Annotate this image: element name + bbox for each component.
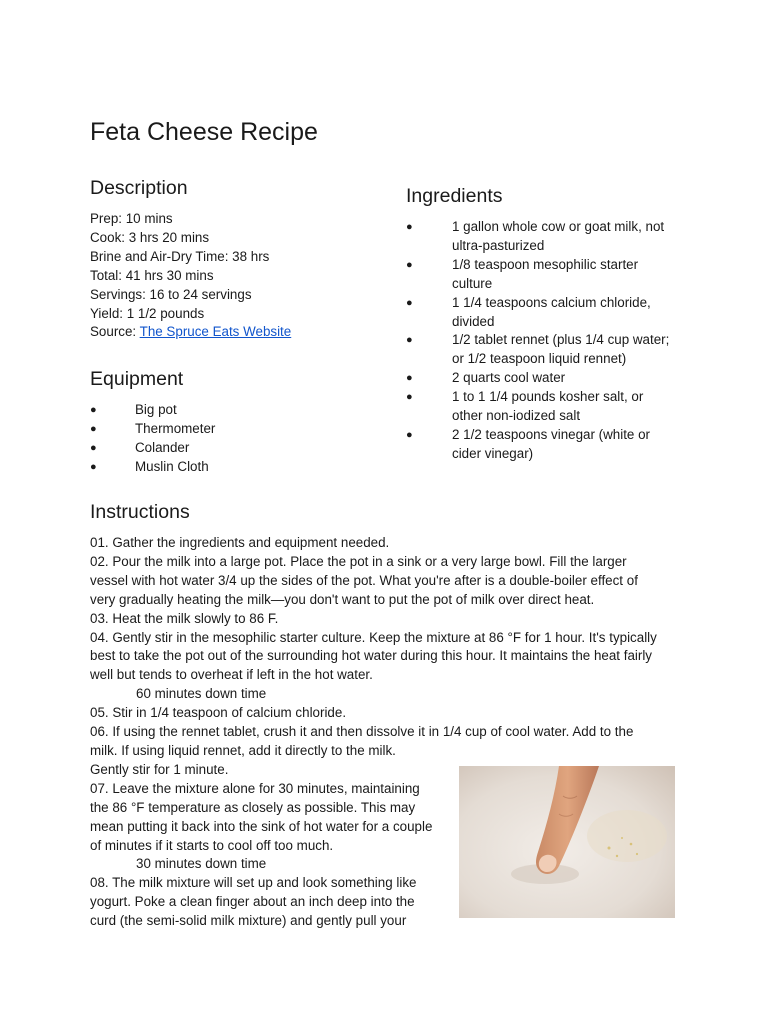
bullet-icon: ● — [406, 428, 413, 441]
instruction-line: very gradually heating the milk—you don't want to put the pot of milk over direct heat. — [90, 591, 595, 607]
instruction-line: 03. Heat the milk slowly to 86 F. — [90, 610, 279, 626]
curd-photo — [459, 766, 675, 918]
equipment-list — [90, 401, 215, 477]
list-item: ● Thermometer — [90, 420, 215, 439]
instructions-heading: Instructions — [90, 501, 190, 523]
instruction-line: Gently stir for 1 minute. — [90, 761, 229, 777]
finger-in-curd-image — [459, 766, 675, 918]
instruction-line: of minutes if it starts to cool off too much. — [90, 837, 334, 853]
bullet-icon: ● — [90, 404, 97, 416]
yield: Yield: 1 1/2 pounds — [90, 305, 205, 321]
list-item: ● 2 1/2 teaspoons vinegar (white or cider vinegar) — [406, 426, 651, 461]
bullet-icon: ● — [406, 391, 413, 404]
instruction-line: 02. Pour the milk into a large pot. Place the pot in a sink or a very large bowl. Fill the larger — [90, 553, 627, 569]
instruction-line: 01. Gather the ingredients and equipment needed. — [90, 535, 390, 550]
bullet-icon: ● — [406, 296, 413, 309]
list-item: ● Big pot — [90, 401, 215, 420]
list-item: ● 1/2 tablet rennet (plus 1/4 cup water; or 1/2 teaspoon liquid rennet) — [406, 332, 670, 367]
list-item: ● 1 1/4 teaspoons calcium chloride, divided — [406, 294, 651, 329]
bullet-icon: ● — [406, 221, 413, 233]
brine-time: Brine and Air-Dry Time: 38 hrs — [90, 248, 270, 264]
page-title: Feta Cheese Recipe — [90, 118, 318, 146]
description-heading: Description — [90, 177, 188, 199]
bullet-icon: ● — [90, 422, 97, 435]
prep-time: Prep: 10 mins — [90, 211, 173, 226]
instruction-line: well but tends to overheat if left in the hot water. — [90, 667, 373, 683]
bullet-icon: ● — [406, 334, 413, 347]
list-item: ● Muslin Cloth — [90, 458, 215, 477]
servings: Servings: 16 to 24 servings — [90, 286, 252, 302]
list-item: ● Colander — [90, 439, 215, 458]
source-link[interactable]: The Spruce Eats Website — [139, 324, 292, 340]
instruction-line: 04. Gently stir in the mesophilic starter culture. Keep the mixture at 86 °F for 1 hour. It's typically — [90, 629, 657, 645]
list-item: ● 1 to 1 1/4 pounds kosher salt, or other non-iodized salt — [406, 389, 644, 424]
instruction-line: yogurt. Poke a clean finger about an inch deep into the — [90, 894, 415, 910]
instruction-line: 30 minutes down time — [136, 856, 267, 872]
cook-time: Cook: 3 hrs 20 mins — [90, 229, 210, 245]
instruction-line: curd (the semi-solid milk mixture) and gently pull your — [90, 913, 407, 929]
instruction-line: milk. If using liquid rennet, add it directly to the milk. — [90, 742, 396, 758]
instruction-line: best to take the pot out of the surrounding hot water during this hour. It maintains the heat fairly — [90, 648, 653, 664]
source-label: Source: — [90, 324, 140, 340]
total-time: Total: 41 hrs 30 mins — [90, 267, 214, 283]
instruction-line: the 86 °F temperature as closely as possible. This may — [90, 799, 416, 815]
instruction-line: 07. Leave the mixture alone for 30 minutes, maintaining — [90, 780, 420, 796]
list-item: ● 2 quarts cool water — [406, 369, 706, 388]
source-line — [90, 323, 291, 342]
ingredients-list — [406, 218, 706, 464]
equipment-heading: Equipment — [90, 368, 184, 390]
ingredients-heading: Ingredients — [406, 185, 503, 207]
instruction-line: 06. If using the rennet tablet, crush it and then dissolve it in 1/4 cup of cool water. Add to the — [90, 724, 634, 740]
description-block — [90, 210, 291, 342]
instruction-line: vessel with hot water 3/4 up the sides of the pot. What you're after is a double-boiler effect of — [90, 572, 638, 588]
bullet-icon: ● — [90, 441, 97, 454]
bullet-icon: ● — [406, 372, 413, 385]
instruction-line: 08. The milk mixture will set up and look something like — [90, 875, 417, 891]
instruction-line: 05. Stir in 1/4 teaspoon of calcium chloride. — [90, 705, 347, 721]
list-item: ● 1/8 teaspoon mesophilic starter culture — [406, 256, 639, 291]
bullet-icon: ● — [90, 460, 97, 473]
bullet-icon: ● — [406, 258, 413, 271]
list-item: ● 1 gallon whole cow or goat milk, not ultra-pasturized — [406, 219, 665, 253]
instruction-line: mean putting it back into the sink of hot water for a couple — [90, 818, 433, 834]
instruction-line: 60 minutes down time — [136, 686, 267, 702]
